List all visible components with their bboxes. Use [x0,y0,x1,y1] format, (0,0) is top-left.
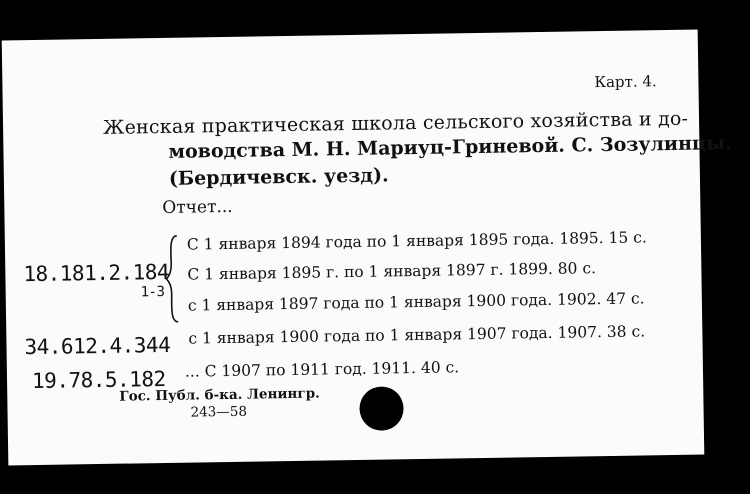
punch-hole [359,386,404,431]
report-row: С 1 января 1895 г. по 1 января 1897 г. 1899. 80 с. [187,259,597,284]
library-stamp-line-1: Гос. Публ. б-ка. Ленингр. [119,385,320,405]
handwritten-shelfmark: 18.181.2.184 [23,259,170,287]
library-stamp-line-2: 243—58 [190,403,248,421]
report-row: с 1 января 1900 года по 1 января 1907 года. 1907. 38 с. [188,322,646,348]
title-line-3: (Бердичевск. уезд). [168,164,389,190]
title-line-1: Женская практическая школа сельского хозяйства и до- [102,107,689,139]
title-line-2: моводства М. Н. Мариуц-Гриневой. С. Зозулинцы. [168,132,732,163]
report-label: Отчет... [162,196,233,218]
handwritten-shelfmark: 34.612.4.344 [24,332,171,360]
handwritten-range: 1-3 [140,283,165,301]
report-row: ... С 1907 по 1911 год. 1911. 40 с. [184,358,460,381]
card-number: Карт. 4. [594,72,657,92]
handwritten-shelfmark: 19.78.5.182 [31,366,166,394]
report-row: С 1 января 1894 года по 1 января 1895 года. 1895. 15 с. [186,228,647,254]
catalog-card [2,30,732,466]
report-row: с 1 января 1897 года по 1 января 1900 года. 1902. 47 с. [187,289,645,315]
